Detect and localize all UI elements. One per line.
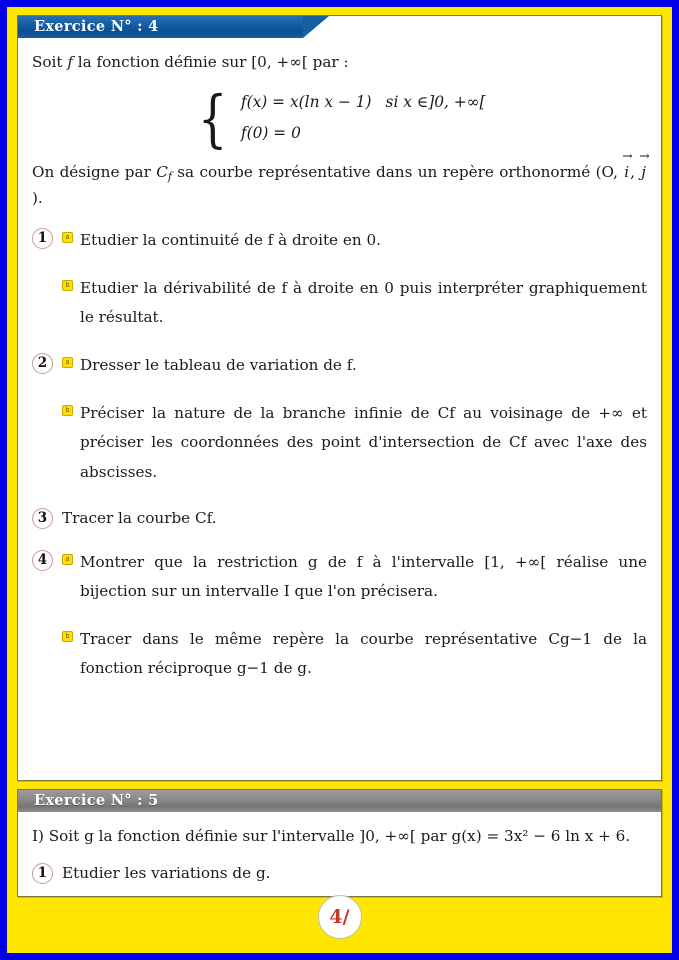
- exercise-4-banner-label: Exercice N° : 4: [34, 18, 159, 35]
- question-4: [32, 548, 647, 687]
- intro-text-after: la fonction définie sur [0, +∞[ par :: [72, 53, 349, 71]
- vector-j: → j: [640, 160, 647, 185]
- bullet-marker-icon: b: [62, 631, 73, 642]
- question-3-number: 3: [32, 508, 53, 529]
- piecewise-function-definition: [32, 81, 647, 155]
- question-1-number: 1: [32, 228, 53, 249]
- intro-variable-f: f: [67, 53, 73, 71]
- question-1: [32, 226, 647, 335]
- question-3-text: Tracer la courbe Cf.: [62, 508, 217, 527]
- paragraph-part-4: ).: [32, 188, 43, 207]
- bullet-marker-icon: b: [62, 280, 73, 291]
- exercise-5-box: [17, 789, 662, 897]
- exercise-4-box: [17, 15, 662, 781]
- exercise-5-question-1: [32, 861, 647, 887]
- curve-symbol-cf-subscript: f: [167, 169, 172, 183]
- exercise-5-question-1-number: 1: [32, 863, 53, 884]
- question-4-item-a: [62, 548, 647, 607]
- exercise-5-banner: [18, 790, 661, 812]
- exercise-5-intro: I) Soit g la fonction définie sur l'intervalle ]0, +∞[ par g(x) = 3x² − 6 ln x + 6.: [32, 827, 631, 845]
- question-2-item-a-text: Dresser le tableau de variation de f.: [80, 356, 357, 375]
- exercise-4-intro: [32, 50, 647, 75]
- paragraph-part-2: sa courbe représentative dans un repère orthonormé (O,: [171, 162, 624, 181]
- bullet-marker-icon: a: [62, 554, 73, 565]
- bullet-marker-icon: a: [62, 357, 73, 368]
- equation-1-condition: si x ∈]0, +∞[: [385, 92, 486, 111]
- question-4-item-b-text: Tracer dans le même repère la courbe représentative Cg−1 de la fonction réciproque g−1 de g.: [80, 629, 647, 678]
- paragraph-part-1: On désigne par: [32, 162, 157, 181]
- bullet-marker-icon: b: [62, 405, 73, 416]
- question-4-item-a-text: Montrer que la restriction g de f à l'intervalle [1, +∞[ réalise une bijection sur un intervalle I que l'on précisera.: [80, 552, 647, 601]
- intro-text-before: Soit: [32, 53, 68, 71]
- curve-symbol-cf: C: [156, 162, 168, 181]
- question-1-item-a: [62, 226, 647, 256]
- page-sheet: [7, 7, 672, 953]
- exercise-5-content: [18, 812, 661, 886]
- question-2-number: 2: [32, 353, 53, 374]
- question-4-item-b: [62, 625, 647, 684]
- question-1-item-a-text: Etudier la continuité de f à droite en 0.: [80, 231, 381, 250]
- question-3: [32, 506, 647, 532]
- bullet-marker-icon: a: [62, 232, 73, 243]
- left-brace: {: [198, 81, 228, 155]
- exercise-4-banner: [18, 16, 303, 38]
- equation-line-1: [241, 87, 486, 119]
- exercise-5-question-1-text: Etudier les variations de g.: [62, 863, 271, 882]
- paragraph-part-3: ,: [630, 162, 641, 181]
- exercise-4-paragraph: [32, 160, 647, 210]
- vector-i: → i: [623, 160, 630, 185]
- question-1-item-b-text: Etudier la dérivabilité de f à droite en 0 puis interpréter graphiquement le résultat.: [80, 278, 647, 327]
- equation-2-expression: f(0) = 0: [240, 124, 301, 143]
- exercise-4-content: [18, 38, 661, 686]
- equation-line-2: [241, 118, 486, 150]
- question-4-number: 4: [32, 550, 53, 571]
- question-2-item-b: [62, 399, 647, 488]
- question-2-item-b-text: Préciser la nature de la branche infinie de Cf au voisinage de +∞ et préciser les coordonnées des point d'intersection de Cf avec l'axe des abscisses.: [80, 403, 647, 482]
- question-1-item-b: [62, 274, 647, 333]
- page-number-badge: 4/: [318, 895, 362, 939]
- equation-1-expression: f(x) = x(ln x − 1): [240, 92, 372, 111]
- question-2: [32, 351, 647, 490]
- question-2-item-a: [62, 351, 647, 381]
- exercise-5-banner-label: Exercice N° : 5: [34, 792, 159, 809]
